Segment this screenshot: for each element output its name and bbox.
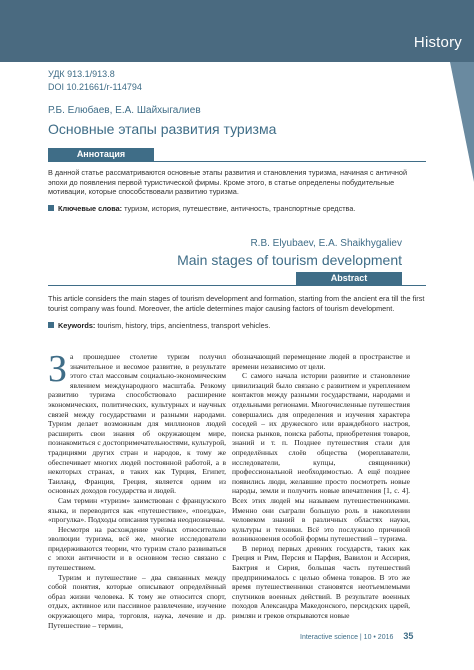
decorative-triangle <box>450 62 474 182</box>
drop-cap: З <box>48 348 68 390</box>
bullet-square-icon <box>48 205 54 211</box>
body-column-right <box>232 352 410 621</box>
paragraph: Несмотря на расхождение учёных относительно эволюции туризма, всё же, многие исследователи придерживаются теории, что туризм стало развиваться с эпохи античности и в основном тесно связано с путешествием. <box>48 524 226 573</box>
keywords-ru <box>48 204 355 214</box>
page-footer <box>300 631 413 641</box>
paragraph: Туризм и путешествие – два связанных между собой понятия, которые описывают определённый образ жизни человека. К тому же относится спорт, отдых, активное или пассивное развлечение, изучение окружающего мира, торговля, наука, лечение и др. Путешествие – термин, <box>48 572 226 630</box>
paragraph: Сам термин «туризм» заимствован с французского языка, и переводится как «путешествие», «поездка», «прогулка». Подходы описания туризма неоднозначны. <box>48 495 226 525</box>
title-en: Main stages of tourism development <box>177 252 402 268</box>
keywords-label-ru: Ключевые слова: <box>58 204 123 213</box>
paragraph <box>48 348 226 496</box>
abstract-rule-en <box>48 285 426 286</box>
title-ru: Основные этапы развития туризма <box>48 121 277 137</box>
journal-name: Interactive science | 10 • 2016 <box>300 634 394 641</box>
abstract-text-ru: В данной статье рассматриваются основные этапы развития и становления туризма, начиная с античной эпохи до появления первой туристической фирмы. Кроме этого, в статье определены побудительные мотивации, которые способствовали развитию туризма. <box>48 168 408 197</box>
abstract-text-en: This article considers the main stages of tourism development and formation, starting from the ancient era till the first tourist company was found. Moreover, the article determines major causing factors of tourism development. <box>48 294 425 313</box>
header-bar <box>0 0 474 62</box>
body-column-left <box>48 348 226 630</box>
page-number: 35 <box>403 631 414 641</box>
abstract-rule-ru <box>48 161 426 162</box>
section-title: History <box>413 34 462 51</box>
keywords-value-ru: туризм, история, путешествие, античность, транспортные средства. <box>124 204 356 213</box>
abstract-label-ru: Аннотация <box>48 148 154 161</box>
paragraph: В период первых древних государств, таких как Греция и Рим, Персия и Парфия, Вавилон и Ассирия, Бактрия и Сирия, большая часть путешествий предпринималось с целью обмена товаров. В это же время путешественники становятся неотъемлемыми спутников военных действий. В результате военных походов Александра Македонского, персидских царей, римлян и греков открываются новые <box>232 543 410 621</box>
abstract-label-en: Abstract <box>296 272 402 285</box>
keywords-label-en: Keywords: <box>58 321 96 330</box>
udk-block <box>48 68 142 94</box>
authors-ru: Р.Б. Елюбаев, Е.А. Шайхыгалиев <box>48 105 201 116</box>
paragraph-text: а прошедшее столетие туризм получил значительное и весомое развитие, в результате этого стал массовым социально-экономическим явлением международного масштаба. Резкому развитию туризма способствовало расширение экономических, политических, культурных и научных связей между государствами и разными народами. Туризм делает возможным для миллионов людей расширить свои знания об окружающем мире, познакомиться с достопримечательностями, культурой, традициями других стран и народов, к тому же обеспечивает многих людей постоянной работой, а в некоторых странах, в таких как Турция, Египет, Таиланд, Франция, Греция, является одним из основных доходов государства и людей. <box>48 352 226 496</box>
doi-code: DOI 10.21661/r-114794 <box>48 82 142 92</box>
paragraph: С самого начала истории развитие и становление цивилизаций было связано с развитием и укреплением контактов между разными государствами, народами и отдельными регионами. Многочисленные путешествия совершались для определения и изучения характера соседей – их дружеского или враждебного настроя, поиска рынков, поиска работы, приобретения товаров, знаний и т. п. Позднее путешествия стали для определённых слоёв общества (мореплаватели, исследователи, купцы, священники) профессиональной необходимостью. А ещё позднее появились люди, желавшие просто посмотреть новые народы, земли и получить новые впечатления [1, с. 4]. Всех этих людей мы называем путешественниками. Именно они сыграли большую роль в накоплении человеком знаний в различных областях науки, культуры и техники. Всё это послужило причиной возникновения особой формы путешествий – туризма. <box>232 371 410 544</box>
keywords-en <box>48 321 270 331</box>
authors-en: R.B. Elyubaev, E.A. Shaikhygaliev <box>250 238 402 249</box>
udk-code: УДК 913.1/913.8 <box>48 69 115 79</box>
paragraph: обозначающий перемещение людей в пространстве и времени независимо от цели. <box>232 352 410 371</box>
keywords-value-en: tourism, history, trips, ancientness, transport vehicles. <box>97 321 271 330</box>
bullet-square-icon <box>48 322 54 328</box>
